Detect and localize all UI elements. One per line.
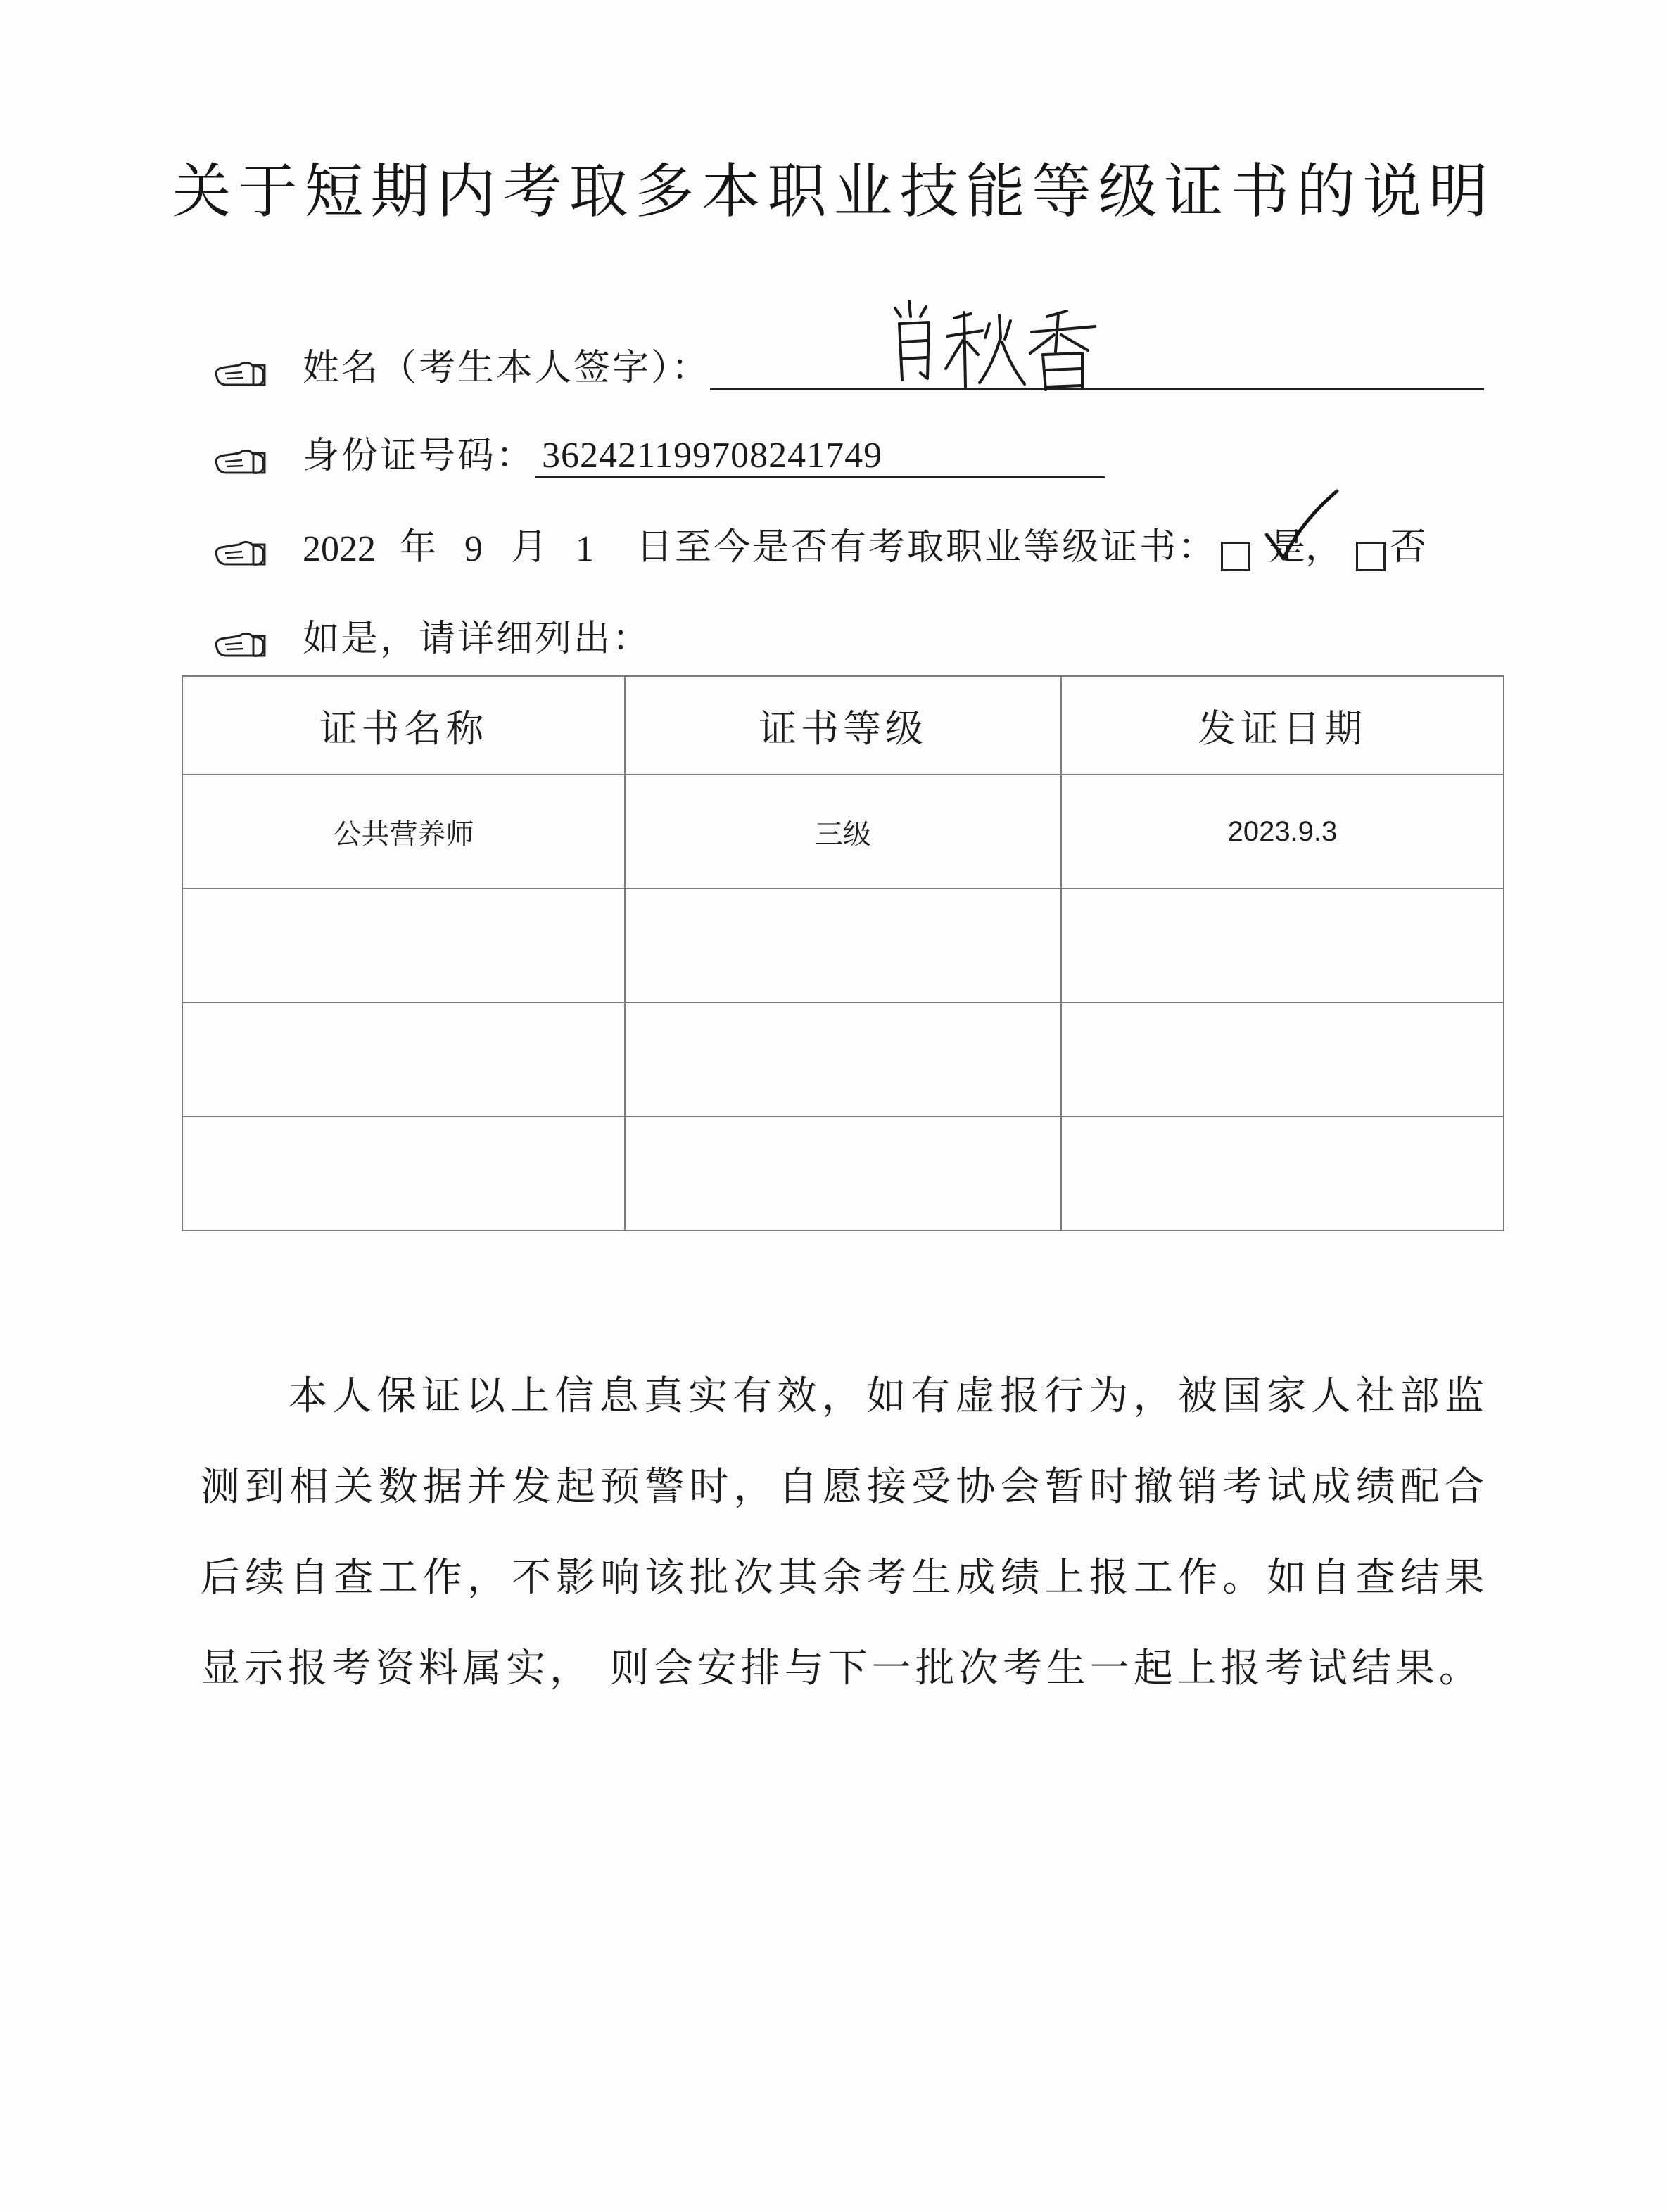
pointing-hand-icon (211, 355, 274, 390)
id-label: 身份证号码： (303, 435, 535, 477)
cell-cert-level[interactable] (625, 1117, 1061, 1231)
cell-issue-date[interactable]: 2023.9.3 (1061, 775, 1504, 889)
pointing-hand-icon (211, 443, 274, 478)
check-mark-icon (1260, 485, 1344, 570)
cell-cert-name[interactable] (182, 1117, 625, 1231)
name-line (211, 338, 1484, 390)
list-prompt-line (211, 609, 651, 661)
certificate-table (182, 675, 1504, 1231)
no-label: 否 (1390, 526, 1427, 568)
cell-cert-name[interactable] (182, 1003, 625, 1117)
cell-issue-date[interactable] (1061, 1117, 1504, 1231)
year-unit: 年 (400, 526, 437, 568)
month-unit: 月 (511, 526, 548, 568)
month-value: 9 (464, 529, 483, 569)
header-issue-date: 发证日期 (1061, 676, 1504, 775)
yes-checkbox[interactable] (1221, 542, 1250, 571)
table-header-row (182, 676, 1504, 775)
handwritten-signature (887, 295, 1112, 401)
id-number-field[interactable]: 362421199708241749 (535, 435, 1105, 478)
question-text: 日至今是否有考取职业等级证书： (636, 526, 1217, 568)
header-cert-name: 证书名称 (182, 676, 625, 775)
cell-cert-level[interactable]: 三级 (625, 775, 1061, 889)
id-line (211, 426, 1105, 478)
day-value: 1 (576, 529, 595, 569)
cell-cert-name[interactable] (182, 889, 625, 1003)
cell-issue-date[interactable] (1061, 1003, 1504, 1117)
pointing-hand-icon (211, 535, 274, 570)
date-question-line (211, 517, 1426, 570)
no-checkbox[interactable] (1356, 542, 1386, 571)
table-row (182, 1117, 1504, 1231)
table-row (182, 1003, 1504, 1117)
pointing-hand-icon (211, 626, 274, 661)
list-prompt-label: 如是，请详细列出： (303, 618, 652, 660)
cell-cert-name[interactable]: 公共营养师 (182, 775, 625, 889)
table-row (182, 889, 1504, 1003)
cell-issue-date[interactable] (1061, 889, 1504, 1003)
document-title: 关于短期内考取多本职业技能等级证书的说明 (172, 157, 1495, 226)
cell-cert-level[interactable] (625, 889, 1061, 1003)
name-label: 姓名（考生本人签字）： (303, 347, 711, 389)
year-value: 2022 (303, 529, 376, 569)
cell-cert-level[interactable] (625, 1003, 1061, 1117)
header-cert-level: 证书等级 (625, 676, 1061, 775)
table-row (182, 775, 1504, 889)
yes-label: 是， (1269, 526, 1343, 568)
statement-paragraph: 本人保证以上信息真实有效，如有虚报行为，被国家人社部监测到相关数据并发起预警时，自愿接受协会暂时撤销考试成绩配合后续自查工作，不影响该批次其余考生成绩上报工作。如自查结果显示报考资料属实， 则会安排与下一批次考生一起上报考试结果。 (201, 1373, 1488, 1691)
